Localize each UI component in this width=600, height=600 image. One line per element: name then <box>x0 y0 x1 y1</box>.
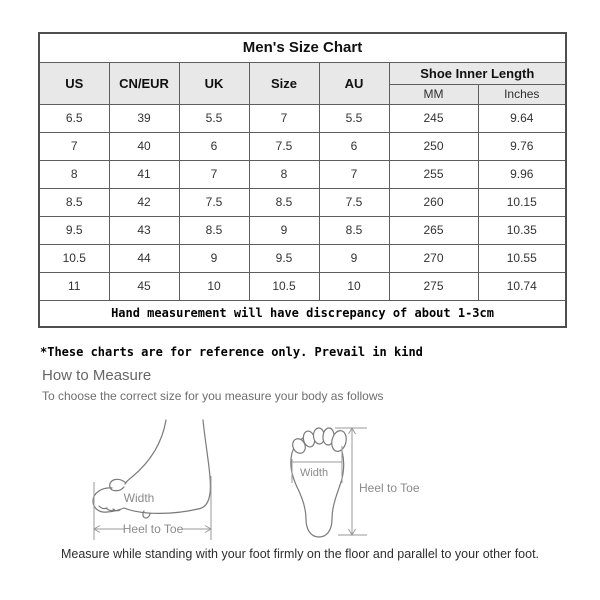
table-row <box>39 104 566 132</box>
cell-mm: 270 <box>389 244 478 272</box>
cell-inches: 9.64 <box>478 104 566 132</box>
table-row <box>39 272 566 300</box>
foot-side-view-diagram <box>80 418 230 548</box>
cell-inches: 10.74 <box>478 272 566 300</box>
column-header-row <box>39 62 566 84</box>
cell-uk: 9 <box>179 244 249 272</box>
how-to-measure-subtitle: To choose the correct size for you measure your body as follows <box>42 389 384 403</box>
measure-instruction-caption: Measure while standing with your foot firmly on the floor and parallel to your other foot. <box>60 547 540 561</box>
cell-us: 7 <box>39 132 109 160</box>
table-row <box>39 216 566 244</box>
cell-us: 10.5 <box>39 244 109 272</box>
col-header-mm: MM <box>389 84 478 104</box>
cell-mm: 260 <box>389 188 478 216</box>
cell-size: 9.5 <box>249 244 319 272</box>
cell-cn-eur: 44 <box>109 244 179 272</box>
cell-size: 9 <box>249 216 319 244</box>
col-header-inches: Inches <box>478 84 566 104</box>
how-to-measure-title: How to Measure <box>42 367 152 384</box>
cell-size: 7 <box>249 104 319 132</box>
table-row <box>39 132 566 160</box>
table-row <box>39 160 566 188</box>
cell-au: 8.5 <box>319 216 389 244</box>
hand-measurement-note: Hand measurement will have discrepancy of about 1-3cm <box>39 300 566 327</box>
col-header-inner-length: Shoe Inner Length <box>389 62 566 84</box>
width-label-sole: Width <box>299 467 329 479</box>
col-header-uk: UK <box>179 62 249 104</box>
table-title-row <box>39 33 566 62</box>
cell-mm: 275 <box>389 272 478 300</box>
table-row <box>39 188 566 216</box>
cell-size: 10.5 <box>249 272 319 300</box>
cell-mm: 265 <box>389 216 478 244</box>
table-row <box>39 244 566 272</box>
cell-mm: 250 <box>389 132 478 160</box>
cell-uk: 10 <box>179 272 249 300</box>
col-header-us: US <box>39 62 109 104</box>
heel-to-toe-label-sole: Heel to Toe <box>359 481 420 495</box>
cell-us: 8 <box>39 160 109 188</box>
cell-mm: 255 <box>389 160 478 188</box>
cell-cn-eur: 39 <box>109 104 179 132</box>
cell-size: 7.5 <box>249 132 319 160</box>
heel-to-toe-label-side: Heel to Toe <box>122 522 184 536</box>
cell-mm: 245 <box>389 104 478 132</box>
col-header-au: AU <box>319 62 389 104</box>
cell-inches: 10.55 <box>478 244 566 272</box>
cell-au: 7.5 <box>319 188 389 216</box>
cell-au: 6 <box>319 132 389 160</box>
cell-size: 8.5 <box>249 188 319 216</box>
cell-au: 10 <box>319 272 389 300</box>
cell-size: 8 <box>249 160 319 188</box>
table-title: Men's Size Chart <box>39 33 566 62</box>
cell-au: 7 <box>319 160 389 188</box>
cell-au: 9 <box>319 244 389 272</box>
cell-us: 6.5 <box>39 104 109 132</box>
cell-cn-eur: 43 <box>109 216 179 244</box>
col-header-size: Size <box>249 62 319 104</box>
width-label-side: Width <box>123 491 155 505</box>
cell-us: 8.5 <box>39 188 109 216</box>
cell-cn-eur: 42 <box>109 188 179 216</box>
reference-note: *These charts are for reference only. Prevail in kind <box>40 345 423 359</box>
mens-size-chart-table <box>38 32 567 328</box>
cell-inches: 9.96 <box>478 160 566 188</box>
cell-inches: 10.15 <box>478 188 566 216</box>
cell-uk: 7 <box>179 160 249 188</box>
cell-cn-eur: 45 <box>109 272 179 300</box>
cell-cn-eur: 41 <box>109 160 179 188</box>
col-header-cn-eur: CN/EUR <box>109 62 179 104</box>
cell-inches: 9.76 <box>478 132 566 160</box>
cell-us: 11 <box>39 272 109 300</box>
cell-uk: 6 <box>179 132 249 160</box>
foot-sole-view-diagram <box>283 413 433 548</box>
cell-cn-eur: 40 <box>109 132 179 160</box>
table-footnote-row <box>39 300 566 327</box>
cell-uk: 7.5 <box>179 188 249 216</box>
cell-inches: 10.35 <box>478 216 566 244</box>
cell-us: 9.5 <box>39 216 109 244</box>
cell-uk: 8.5 <box>179 216 249 244</box>
cell-au: 5.5 <box>319 104 389 132</box>
cell-uk: 5.5 <box>179 104 249 132</box>
